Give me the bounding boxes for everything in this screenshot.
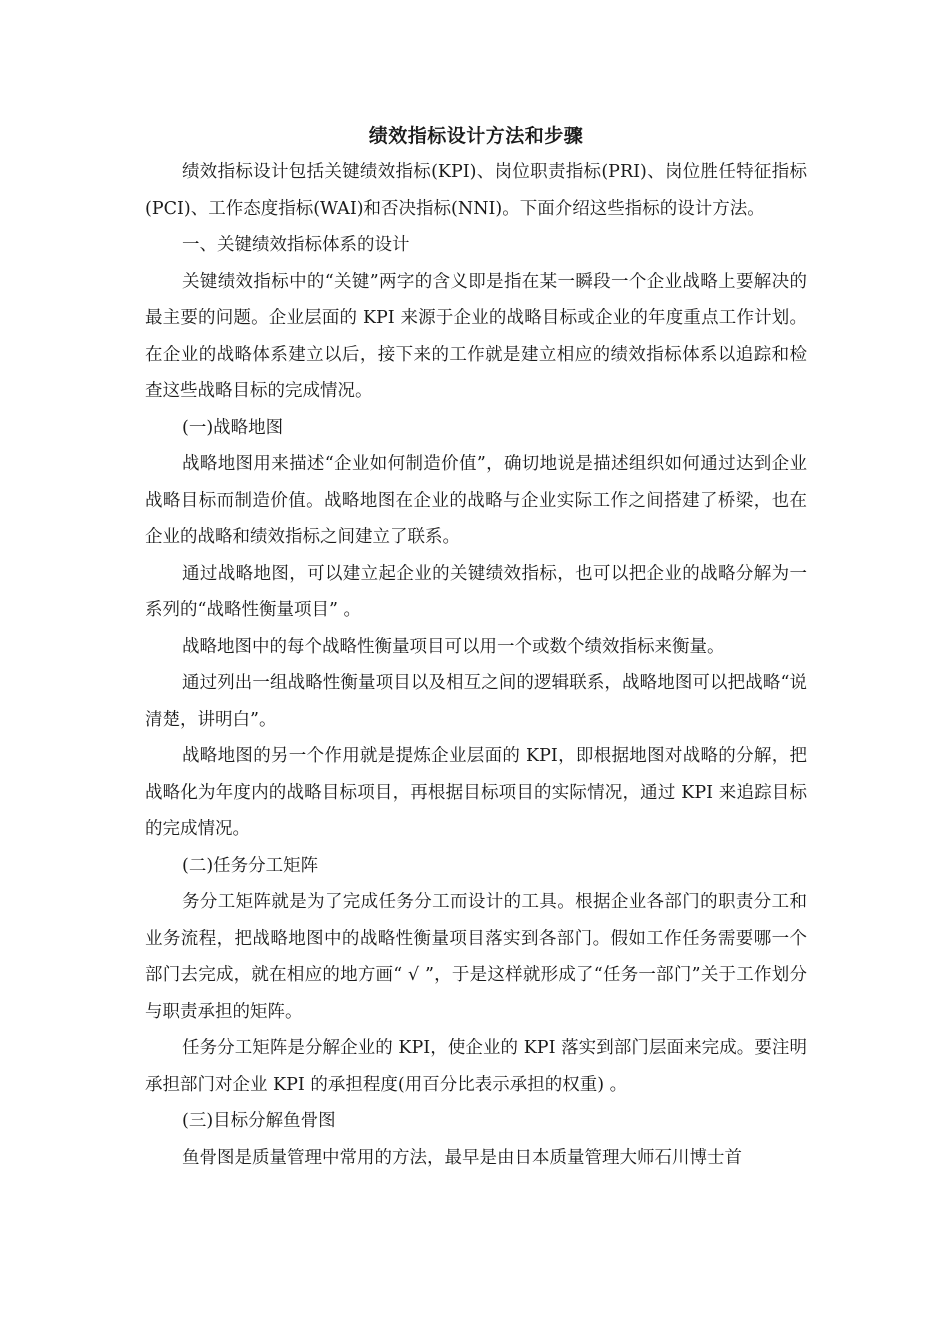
subsection-heading-fishbone: (三)目标分解鱼骨图 <box>182 1111 336 1131</box>
strategy-map-paragraph-1: 战略地图用来描述“企业如何制造价值”，确切地说是描述组织如何通过达到企业战略目标而制造价值。战略地图在企业的战略与企业实际工作之间搭建了桥梁，也在企业的战略和绩效指标之间建立了联系。 <box>145 454 807 547</box>
document-page <box>145 118 807 1176</box>
task-matrix-paragraph-2: 任务分工矩阵是分解企业的 KPI，使企业的 KPI 落实到部门层面来完成。要注明承担部门对企业 KPI 的承担程度(用百分比表示承担的权重) 。 <box>145 1038 807 1095</box>
task-matrix-paragraph-1: 务分工矩阵就是为了完成任务分工而设计的工具。根据企业各部门的职责分工和业务流程，把战略地图中的战略性衡量项目落实到各部门。假如工作任务需要哪一个部门去完成，就在相应的地方画“ √ ”，于是这样就形成了“任务一部门”关于工作划分与职责承担的矩阵。 <box>145 892 807 1022</box>
strategy-map-paragraph-4: 通过列出一组战略性衡量项目以及相互之间的逻辑联系，战略地图可以把战略“说清楚，讲明白”。 <box>145 673 807 730</box>
subsection-heading-strategy-map: (一)战略地图 <box>182 417 284 438</box>
strategy-map-paragraph-5: 战略地图的另一个作用就是提炼企业层面的 KPI，即根据地图对战略的分解，把战略化为年度内的战略目标项目，再根据目标项目的实际情况，通过 KPI 来追踪目标的完成情况。 <box>145 746 807 839</box>
strategy-map-paragraph-2: 通过战略地图，可以建立起企业的关键绩效指标，也可以把企业的战略分解为一系列的“战略性衡量项目” 。 <box>145 563 807 620</box>
fishbone-paragraph: 鱼骨图是质量管理中常用的方法，最早是由日本质量管理大师石川博士首 <box>182 1147 742 1168</box>
document-title: 绩效指标设计方法和步骤 <box>368 125 584 147</box>
section-heading-kpi-system: 一、关键绩效指标体系的设计 <box>182 235 410 255</box>
kpi-definition-paragraph: 关键绩效指标中的“关键”两字的含义即是指在某一瞬段一个企业战略上要解决的最主要的问题。企业层面的 KPI 来源于企业的战略目标或企业的年度重点工作计划。在企业的战略体系建立以后，接下来的工作就是建立相应的绩效指标体系以追踪和检查这些战略目标的完成情况。 <box>145 271 807 401</box>
strategy-map-paragraph-3: 战略地图中的每个战略性衡量项目可以用一个或数个绩效指标来衡量。 <box>182 636 725 657</box>
intro-paragraph: 绩效指标设计包括关键绩效指标(KPI)、岗位职责指标(PRI)、岗位胜任特征指标(PCI)、工作态度指标(WAI)和否决指标(NNI)。下面介绍这些指标的设计方法。 <box>145 162 807 219</box>
subsection-heading-task-matrix: (二)任务分工矩阵 <box>182 855 319 876</box>
